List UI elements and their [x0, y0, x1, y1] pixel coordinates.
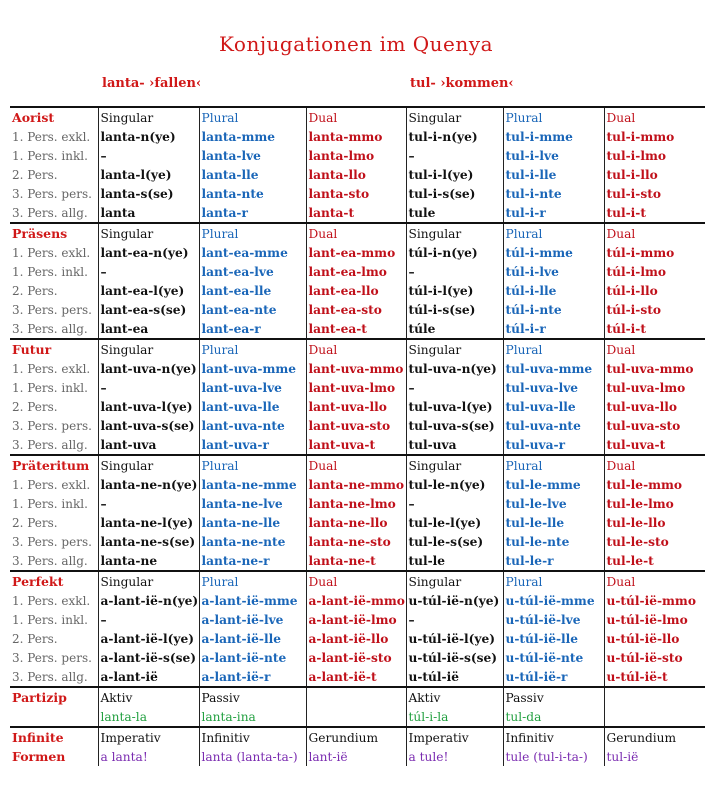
column-header: Singular — [98, 223, 199, 243]
verb-form-cell: túl-i-n(ye) — [406, 243, 503, 262]
infinite-header-row — [10, 727, 705, 747]
column-header: Singular — [406, 571, 503, 591]
imperativ-header: Imperativ — [406, 727, 503, 747]
verb-form-cell: – — [98, 610, 199, 629]
tense-label: Perfekt — [10, 571, 98, 591]
verb-form-cell: tule — [406, 203, 503, 223]
table-row — [10, 475, 705, 494]
table-row — [10, 494, 705, 513]
gerundium-header: Gerundium — [306, 727, 406, 747]
verb-form-cell: u-túl-ië-lmo — [604, 610, 705, 629]
verb-form-cell: lant-uva-llo — [306, 397, 406, 416]
verb-form-cell: a-lant-ië-r — [199, 667, 306, 687]
verb-form-cell: tul-le-t — [604, 551, 705, 571]
verb-form-cell: lant-uva-lmo — [306, 378, 406, 397]
verb-heading-lanta: lanta- ›fallen‹ — [102, 76, 202, 91]
verb-form-cell: – — [98, 378, 199, 397]
verb-form-cell: lant-uva-s(se) — [98, 416, 199, 435]
verb-form-cell: tul-uva-n(ye) — [406, 359, 503, 378]
verb-heading-tul: tul- ›kommen‹ — [410, 76, 514, 91]
verb-form-cell: túl-i-lmo — [604, 262, 705, 281]
verb-form-cell: u-túl-ië-nte — [503, 648, 604, 667]
infinite-label: Infinite — [10, 727, 98, 747]
verb-form-cell: tul-i-llo — [604, 165, 705, 184]
verb-form-cell: lanta-ne-lve — [199, 494, 306, 513]
verb-form-cell: – — [406, 262, 503, 281]
verb-form-cell: lant-uva-mmo — [306, 359, 406, 378]
column-header: Singular — [98, 107, 199, 127]
verb-form-cell: tul-i-mmo — [604, 127, 705, 146]
column-header: Singular — [98, 455, 199, 475]
verb-form-cell: túl-i-s(se) — [406, 300, 503, 319]
column-header: Plural — [503, 223, 604, 243]
verb-form-cell: u-túl-ië-n(ye) — [406, 591, 503, 610]
verb-form-cell: – — [406, 610, 503, 629]
verb-form-cell: a-lant-ië-s(se) — [98, 648, 199, 667]
empty-cell — [604, 707, 705, 727]
verb-form-cell: a-lant-ië-lmo — [306, 610, 406, 629]
verb-form-cell: a-lant-ië-lle — [199, 629, 306, 648]
verb-form-cell: tul-le-n(ye) — [406, 475, 503, 494]
verb-form-cell: lanta-ne-r — [199, 551, 306, 571]
verb-form-cell: lant-ea-mme — [199, 243, 306, 262]
verb-form-cell: u-túl-ië — [406, 667, 503, 687]
person-label: 1. Pers. inkl. — [12, 380, 88, 395]
verb-form-cell: lanta-ne-t — [306, 551, 406, 571]
verb-form-cell: túle — [406, 319, 503, 339]
verb-form-cell: u-túl-ië-s(se) — [406, 648, 503, 667]
infinite-form: lanta (lanta-ta-) — [199, 747, 306, 766]
verb-form-cell: tul-i-r — [503, 203, 604, 223]
verb-form-cell: lanta-l(ye) — [98, 165, 199, 184]
infinitiv-header: Infinitiv — [503, 727, 604, 747]
verb-form-cell: u-túl-ië-lve — [503, 610, 604, 629]
table-row — [10, 610, 705, 629]
verb-form-cell: a-lant-ië-mme — [199, 591, 306, 610]
column-header: Singular — [98, 571, 199, 591]
verb-form-cell: lanta-lle — [199, 165, 306, 184]
tense-header-row — [10, 107, 705, 127]
verb-form-cell: tul-uva-lmo — [604, 378, 705, 397]
verb-form-cell: tul-uva-s(se) — [406, 416, 503, 435]
verb-form-cell: lanta-t — [306, 203, 406, 223]
verb-form-cell: tul-le-mmo — [604, 475, 705, 494]
verb-form-cell: tul-le-r — [503, 551, 604, 571]
table-row — [10, 319, 705, 339]
column-header: Dual — [604, 571, 705, 591]
conjugation-table — [10, 106, 705, 766]
person-label: 1. Pers. inkl. — [12, 496, 88, 511]
verb-form-cell: lanta-n(ye) — [98, 127, 199, 146]
verb-form-cell: tul-uva — [406, 435, 503, 455]
verb-form-cell: lant-uva-n(ye) — [98, 359, 199, 378]
column-header: Plural — [199, 107, 306, 127]
verb-form-cell: lant-uva-t — [306, 435, 406, 455]
column-header: Plural — [503, 455, 604, 475]
verb-form-cell: – — [98, 262, 199, 281]
column-header: Dual — [306, 571, 406, 591]
person-label: 3. Pers. pers. — [12, 418, 92, 433]
verb-form-cell: tul-uva-l(ye) — [406, 397, 503, 416]
table-row — [10, 513, 705, 532]
verb-form-cell: lanta-s(se) — [98, 184, 199, 203]
verb-form-cell: túl-i-l(ye) — [406, 281, 503, 300]
verb-form-cell: tul-uva-llo — [604, 397, 705, 416]
tense-label: Futur — [10, 339, 98, 359]
column-header: Plural — [199, 455, 306, 475]
person-label: 1. Pers. exkl. — [12, 129, 91, 144]
formen-label: Formen — [12, 748, 66, 764]
person-label: 3. Pers. pers. — [12, 650, 92, 665]
verb-form-cell: túl-i-t — [604, 319, 705, 339]
infinite-form: a tule! — [406, 747, 503, 766]
verb-form-cell: lanta-ne-sto — [306, 532, 406, 551]
verb-form-cell: lanta-ne-mmo — [306, 475, 406, 494]
verb-form-cell: tul-le-mme — [503, 475, 604, 494]
verb-form-cell: tul-le-lmo — [604, 494, 705, 513]
verb-form-cell: túl-i-sto — [604, 300, 705, 319]
verb-form-cell: – — [406, 494, 503, 513]
table-row — [10, 397, 705, 416]
verb-form-cell: tul-uva-r — [503, 435, 604, 455]
table-row — [10, 629, 705, 648]
tense-label: Aorist — [10, 107, 98, 127]
verb-form-cell: tul-i-l(ye) — [406, 165, 503, 184]
infinite-form: a lanta! — [98, 747, 199, 766]
verb-form-cell: a-lant-ië-mmo — [306, 591, 406, 610]
verb-form-cell: lanta-ne — [98, 551, 199, 571]
table-row — [10, 127, 705, 146]
table-row — [10, 262, 705, 281]
partizip-forms-row — [10, 707, 705, 727]
column-header: Singular — [406, 339, 503, 359]
verb-form-cell: a-lant-ië-l(ye) — [98, 629, 199, 648]
verb-form-cell: lant-ea-mmo — [306, 243, 406, 262]
verb-form-cell: tul-le-l(ye) — [406, 513, 503, 532]
verb-form-cell: lant-ea-t — [306, 319, 406, 339]
person-label: 1. Pers. inkl. — [12, 264, 88, 279]
verb-form-cell: túl-i-llo — [604, 281, 705, 300]
column-header: Singular — [406, 455, 503, 475]
verb-form-cell: u-túl-ië-l(ye) — [406, 629, 503, 648]
verb-form-cell: tul-i-lle — [503, 165, 604, 184]
column-header: Singular — [406, 107, 503, 127]
verb-form-cell: túl-i-lve — [503, 262, 604, 281]
table-row — [10, 532, 705, 551]
imperativ-header: Imperativ — [98, 727, 199, 747]
verb-form-cell: lant-ea-lve — [199, 262, 306, 281]
person-label: 2. Pers. — [12, 167, 58, 182]
person-label: 1. Pers. exkl. — [12, 593, 91, 608]
verb-form-cell: u-túl-ië-mmo — [604, 591, 705, 610]
column-header: Dual — [306, 339, 406, 359]
tense-header-row — [10, 455, 705, 475]
page-title: Konjugationen im Quenya — [219, 32, 493, 56]
column-header: Plural — [503, 571, 604, 591]
verb-form-cell: tul-uva-mme — [503, 359, 604, 378]
verb-form-cell: lant-uva-mme — [199, 359, 306, 378]
participle-form: tul-da — [503, 707, 604, 727]
verb-form-cell: lant-uva-lve — [199, 378, 306, 397]
verb-form-cell: lant-ea-r — [199, 319, 306, 339]
verb-form-cell: tul-uva-mmo — [604, 359, 705, 378]
participle-form: lanta-ina — [199, 707, 306, 727]
verb-form-cell: lant-ea-sto — [306, 300, 406, 319]
empty-cell — [10, 707, 98, 727]
person-label: 1. Pers. exkl. — [12, 245, 91, 260]
empty-cell — [306, 707, 406, 727]
verb-form-cell: tul-i-mme — [503, 127, 604, 146]
tense-header-row — [10, 339, 705, 359]
passiv-header: Passiv — [199, 687, 306, 707]
empty-cell — [306, 687, 406, 707]
verb-form-cell: túl-i-lle — [503, 281, 604, 300]
column-header: Singular — [98, 339, 199, 359]
verb-form-cell: tul-uva-nte — [503, 416, 604, 435]
infinite-forms-row — [10, 747, 705, 766]
table-row — [10, 648, 705, 667]
verb-form-cell: lant-uva-nte — [199, 416, 306, 435]
verb-form-cell: u-túl-ië-r — [503, 667, 604, 687]
infinite-form: tul-ië — [604, 747, 705, 766]
column-header: Plural — [199, 339, 306, 359]
verb-form-cell: a-lant-ië-llo — [306, 629, 406, 648]
column-header: Plural — [199, 223, 306, 243]
person-label: 2. Pers. — [12, 283, 58, 298]
table-row — [10, 416, 705, 435]
person-label: 3. Pers. pers. — [12, 302, 92, 317]
verb-form-cell: tul-le-llo — [604, 513, 705, 532]
column-header: Plural — [503, 339, 604, 359]
partizip-header-row — [10, 687, 705, 707]
person-label: 3. Pers. allg. — [12, 553, 88, 568]
verb-form-cell: lanta-nte — [199, 184, 306, 203]
verb-form-cell: tul-le-sto — [604, 532, 705, 551]
table-row — [10, 359, 705, 378]
verb-form-cell: a-lant-ië-lve — [199, 610, 306, 629]
verb-form-cell: lant-ea-l(ye) — [98, 281, 199, 300]
table-row — [10, 146, 705, 165]
verb-form-cell: lanta-ne-lmo — [306, 494, 406, 513]
verb-form-cell: u-túl-ië-llo — [604, 629, 705, 648]
person-label: 3. Pers. allg. — [12, 669, 88, 684]
verb-form-cell: tul-i-s(se) — [406, 184, 503, 203]
verb-form-cell: lant-uva-sto — [306, 416, 406, 435]
partizip-label: Partizip — [10, 687, 98, 707]
verb-form-cell: tul-le-nte — [503, 532, 604, 551]
verb-form-cell: lant-ea-lle — [199, 281, 306, 300]
table-row — [10, 667, 705, 687]
verb-form-cell: lant-ea-s(se) — [98, 300, 199, 319]
verb-form-cell: u-túl-ië-mme — [503, 591, 604, 610]
verb-form-cell: tul-le-lve — [503, 494, 604, 513]
verb-form-cell: túl-i-r — [503, 319, 604, 339]
verb-form-cell: – — [406, 378, 503, 397]
column-header: Dual — [604, 455, 705, 475]
verb-form-cell: lanta-sto — [306, 184, 406, 203]
verb-form-cell: lanta-ne-l(ye) — [98, 513, 199, 532]
verb-form-cell: a-lant-ië-t — [306, 667, 406, 687]
tense-header-row — [10, 571, 705, 591]
verb-form-cell: lanta — [98, 203, 199, 223]
verb-form-cell: lant-uva-l(ye) — [98, 397, 199, 416]
table-row — [10, 165, 705, 184]
verb-form-cell: lant-uva-r — [199, 435, 306, 455]
verb-form-cell: tul-i-sto — [604, 184, 705, 203]
empty-cell — [604, 687, 705, 707]
verb-form-cell: lanta-r — [199, 203, 306, 223]
table-row — [10, 281, 705, 300]
verb-form-cell: a-lant-ië-n(ye) — [98, 591, 199, 610]
infinitiv-header: Infinitiv — [199, 727, 306, 747]
verb-form-cell: túl-i-nte — [503, 300, 604, 319]
person-label: 1. Pers. inkl. — [12, 148, 88, 163]
verb-form-cell: lanta-ne-nte — [199, 532, 306, 551]
person-label: 3. Pers. allg. — [12, 321, 88, 336]
verb-form-cell: lant-ea-lmo — [306, 262, 406, 281]
column-header: Dual — [604, 223, 705, 243]
verb-form-cell: lant-ea — [98, 319, 199, 339]
person-label: 3. Pers. allg. — [12, 205, 88, 220]
verb-form-cell: túl-i-mmo — [604, 243, 705, 262]
verb-form-cell: – — [406, 146, 503, 165]
verb-form-cell: tul-le-s(se) — [406, 532, 503, 551]
tense-label: Präteritum — [10, 455, 98, 475]
column-header: Dual — [604, 107, 705, 127]
passiv-header: Passiv — [503, 687, 604, 707]
verb-form-cell: u-túl-ië-sto — [604, 648, 705, 667]
verb-form-cell: a-lant-ië — [98, 667, 199, 687]
verb-form-cell: lanta-ne-mme — [199, 475, 306, 494]
verb-form-cell: tul-le — [406, 551, 503, 571]
verb-form-cell: tul-i-t — [604, 203, 705, 223]
verb-form-cell: tul-i-lmo — [604, 146, 705, 165]
verb-form-cell: lanta-mme — [199, 127, 306, 146]
verb-form-cell: lanta-ne-lle — [199, 513, 306, 532]
table-row — [10, 378, 705, 397]
verb-form-cell: – — [98, 146, 199, 165]
person-label: 2. Pers. — [12, 515, 58, 530]
tense-label: Präsens — [10, 223, 98, 243]
column-header: Dual — [306, 223, 406, 243]
verb-form-cell: lant-ea-llo — [306, 281, 406, 300]
column-header: Plural — [503, 107, 604, 127]
verb-form-cell: lanta-ne-n(ye) — [98, 475, 199, 494]
column-header: Plural — [199, 571, 306, 591]
verb-form-cell: tul-uva-lle — [503, 397, 604, 416]
verb-form-cell: tul-i-nte — [503, 184, 604, 203]
table-row — [10, 551, 705, 571]
verb-form-cell: lant-ea-nte — [199, 300, 306, 319]
person-label: 3. Pers. allg. — [12, 437, 88, 452]
column-header: Dual — [306, 455, 406, 475]
person-label: 3. Pers. pers. — [12, 534, 92, 549]
verb-form-cell: u-túl-ië-t — [604, 667, 705, 687]
person-label: 1. Pers. exkl. — [12, 477, 91, 492]
verb-form-cell: tul-uva-lve — [503, 378, 604, 397]
tense-header-row — [10, 223, 705, 243]
verb-form-cell: lanta-lve — [199, 146, 306, 165]
verb-form-cell: tul-le-lle — [503, 513, 604, 532]
column-header: Dual — [306, 107, 406, 127]
column-header: Dual — [604, 339, 705, 359]
verb-form-cell: tul-uva-t — [604, 435, 705, 455]
table-row — [10, 243, 705, 262]
verb-form-cell: lanta-ne-s(se) — [98, 532, 199, 551]
verb-form-cell: a-lant-ië-sto — [306, 648, 406, 667]
verb-form-cell: túl-i-mme — [503, 243, 604, 262]
table-row — [10, 203, 705, 223]
verb-form-cell: tul-i-n(ye) — [406, 127, 503, 146]
aktiv-header: Aktiv — [406, 687, 503, 707]
verb-form-cell: tul-uva-sto — [604, 416, 705, 435]
table-row — [10, 184, 705, 203]
verb-form-cell: a-lant-ië-nte — [199, 648, 306, 667]
person-label: 3. Pers. pers. — [12, 186, 92, 201]
verb-form-cell: lanta-mmo — [306, 127, 406, 146]
infinite-form: tule (tul-i-ta-) — [503, 747, 604, 766]
table-row — [10, 591, 705, 610]
verb-form-cell: tul-i-lve — [503, 146, 604, 165]
person-label: 2. Pers. — [12, 399, 58, 414]
participle-form: túl-i-la — [406, 707, 503, 727]
gerundium-header: Gerundium — [604, 727, 705, 747]
verb-form-cell: u-túl-ië-lle — [503, 629, 604, 648]
verb-form-cell: lant-uva — [98, 435, 199, 455]
person-label: 2. Pers. — [12, 631, 58, 646]
verb-form-cell: – — [98, 494, 199, 513]
verb-form-cell: lanta-lmo — [306, 146, 406, 165]
person-label: 1. Pers. inkl. — [12, 612, 88, 627]
verb-form-cell: lant-ea-n(ye) — [98, 243, 199, 262]
infinite-form: lant-ië — [306, 747, 406, 766]
table-row — [10, 435, 705, 455]
table-row — [10, 300, 705, 319]
aktiv-header: Aktiv — [98, 687, 199, 707]
verb-form-cell: lanta-ne-llo — [306, 513, 406, 532]
column-header: Singular — [406, 223, 503, 243]
verb-form-cell: lanta-llo — [306, 165, 406, 184]
participle-form: lanta-la — [98, 707, 199, 727]
person-label: 1. Pers. exkl. — [12, 361, 91, 376]
verb-form-cell: lant-uva-lle — [199, 397, 306, 416]
